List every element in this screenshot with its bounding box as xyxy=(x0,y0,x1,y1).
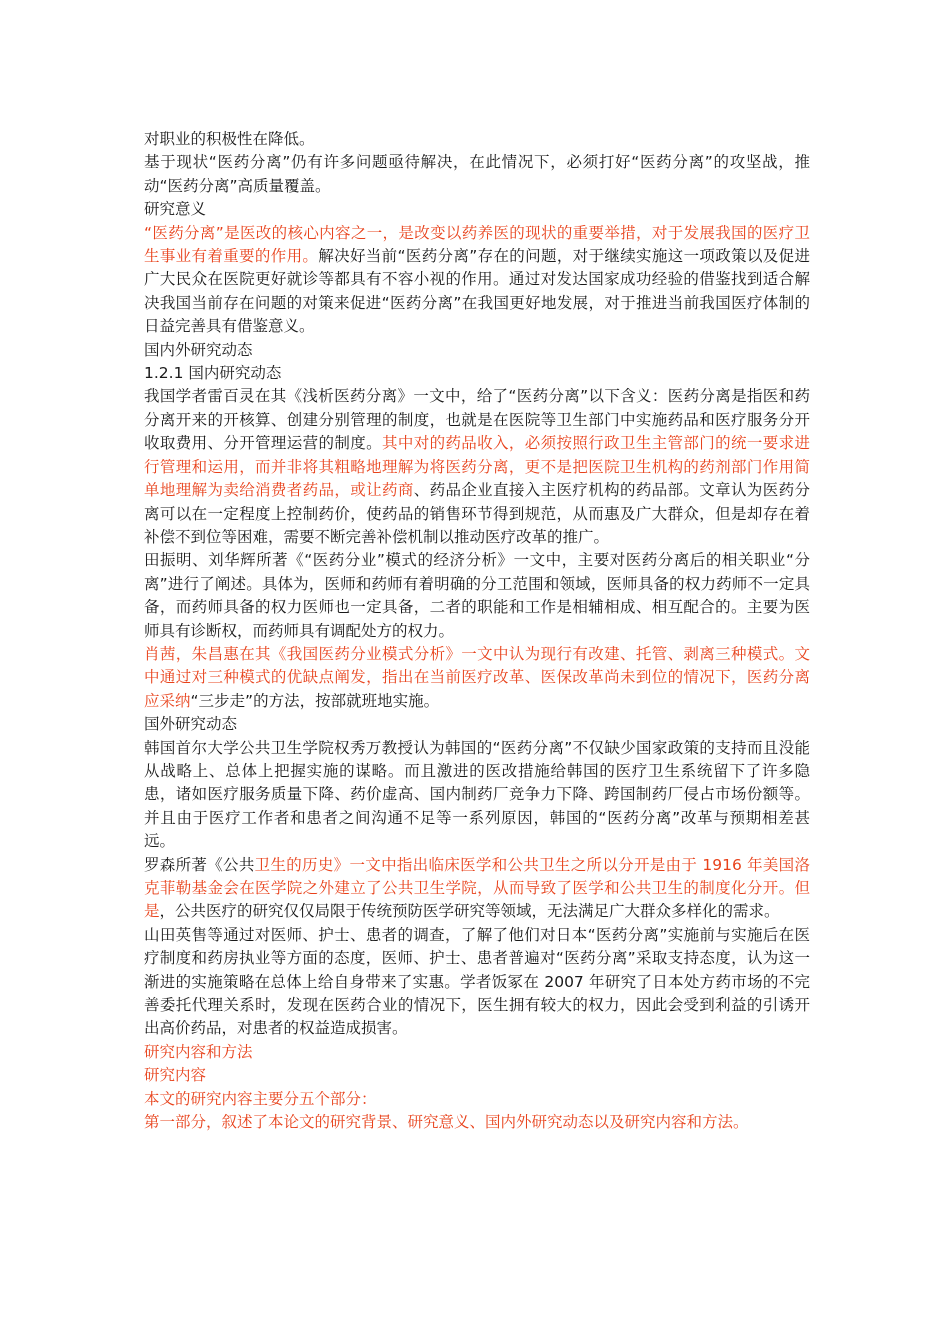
highlighted-text-run: “医药分离”是医改的核心内容之一，是改变以药养医的现状的重要举措，对于发展我国的医疗卫生事业有着重要的作用。 xyxy=(144,223,810,266)
paragraph xyxy=(144,128,810,151)
paragraph xyxy=(144,362,810,385)
highlighted-text-run: 本文的研究内容主要分五个部分： xyxy=(144,1089,377,1108)
paragraph xyxy=(144,385,810,549)
highlighted-text-run: 肖茜，朱昌惠在其《我国医药分业模式分析》一文中认为现行有改建、托管、剥离三种模式。文中通过对三种模式的优缺点阐发，指出在当前医疗改革、医保改革尚未到位的情况下，医药分离应采纳 xyxy=(144,644,810,710)
text-run: 解决好当前“医药分离”存在的问题，对于继续实施这一项政策以及促进广大民众在医院更好就诊等都具有不容小视的作用。通过对发达国家成功经验的借鉴找到适合解决我国当前存在问题的对策来促进“医药分离”在我国更好地发展，对于推进当前我国医疗体制的日益完善具有借鉴意义。 xyxy=(144,247,810,336)
text-run: 国外研究动态 xyxy=(144,715,238,734)
text-run: 国内外研究动态 xyxy=(144,340,253,359)
text-run: 山田英售等通过对医师、护士、患者的调查，了解了他们对日本“医药分离”实施前与实施后在医疗制度和药房执业等方面的态度，医师、护士、患者普遍对“医药分离”采取支持态度，认为这一渐进的实施策略在总体上给自身带来了实惠。学者饭冢在 2007 年研究了日本处方药市场的不完善委托代理关系时，发现在医药合业的情况下，医生拥有较大的权力，因此会受到利益的引诱开出高价药品，对患者的权益造成损害。 xyxy=(144,925,810,1038)
paragraph xyxy=(144,222,810,339)
paragraph xyxy=(144,1041,810,1064)
document-body xyxy=(144,128,810,1134)
paragraph xyxy=(144,924,810,1041)
paragraph xyxy=(144,549,810,643)
highlighted-text-run: 研究内容和方法 xyxy=(144,1042,253,1061)
text-run: “三步走”的方法，按部就班地实施。 xyxy=(190,691,440,710)
paragraph xyxy=(144,643,810,713)
paragraph xyxy=(144,151,810,198)
text-run: ，公共医疗的研究仅仅局限于传统预防医学研究等领域，无法满足广大群众多样化的需求。 xyxy=(159,902,780,921)
text-run: 、药品企业直接入主医疗机构的药品部。文章认为医药分离可以在一定程度上控制药价，使药品的销售环节得到规范，从而惠及广大群众，但是却存在着补偿不到位等困难，需要不断完善补偿机制以推动医疗改革的推广。 xyxy=(144,481,810,546)
highlighted-text-run: 卫生的历史》一文中指出临床医学和公共卫生之所以分开是由于 1916 年美国洛克菲勒基金会在医学院之外建立了公共卫生学院，从而导致了医学和公共卫生的制度化分开。但是 xyxy=(144,855,810,921)
highlighted-text-run: 研究内容 xyxy=(144,1066,207,1085)
paragraph xyxy=(144,1088,810,1111)
text-run: 研究意义 xyxy=(144,200,207,219)
paragraph xyxy=(144,737,810,854)
text-run: 对职业的积极性在降低。 xyxy=(144,130,315,148)
text-run: 韩国首尔大学公共卫生学院权秀万教授认为韩国的“医药分离”不仅缺少国家政策的支持而且没能从战略上、总体上把握实施的谋略。而且激进的医改措施给韩国的医疗卫生系统留下了许多隐患，诸如医疗服务质量下降、药价虚高、国内制药厂竞争力下降、跨国制药厂侵占市场份额等。并且由于医疗工作者和患者之间沟通不足等一系列原因，韩国的“医药分离”改革与预期相差甚远。 xyxy=(144,738,810,851)
text-run: 我国学者雷百灵在其《浅析医药分离》一文中，给了“医药分离”以下含义：医药分离是指医和药分离开来的开核算、创建分别管理的制度，也就是在医院等卫生部门中实施药品和医疗服务分开收取费用、分开管理运营的制度。 xyxy=(144,387,810,453)
paragraph xyxy=(144,854,810,924)
paragraph xyxy=(144,1111,810,1134)
paragraph xyxy=(144,1064,810,1087)
highlighted-text-run: 第一部分，叙述了本论文的研究背景、研究意义、国内外研究动态以及研究内容和方法。 xyxy=(144,1113,749,1132)
text-run: 罗森所著《公共 xyxy=(144,855,255,874)
paragraph xyxy=(144,713,810,736)
paragraph xyxy=(144,339,810,362)
highlighted-text-run: 其中对的药品收入，必须按照行政卫生主管部门的统一要求进行管理和运用，而并非将其粗略地理解为将医药分离，更不是把医院卫生机构的药剂部门作用简单地理解为卖给消费者药品，或让药商 xyxy=(144,434,810,500)
text-run: 1.2.1 国内研究动态 xyxy=(144,364,282,383)
paragraph xyxy=(144,198,810,221)
text-run: 基于现状“医药分离”仍有许多问题亟待解决，在此情况下，必须打好“医药分离”的攻坚战，推动“医药分离”高质量覆盖。 xyxy=(144,153,810,195)
text-run: 田振明、刘华辉所著《“医药分业”模式的经济分析》一文中，主要对医药分离后的相关职业“分离”进行了阐述。具体为，医师和药师有着明确的分工范围和领域，医师具备的权力药师不一定具备，而药师具备的权力医师也一定具备，二者的职能和工作是相辅相成、相互配合的。主要为医师具有诊断权，而药师具有调配处方的权力。 xyxy=(144,551,810,640)
